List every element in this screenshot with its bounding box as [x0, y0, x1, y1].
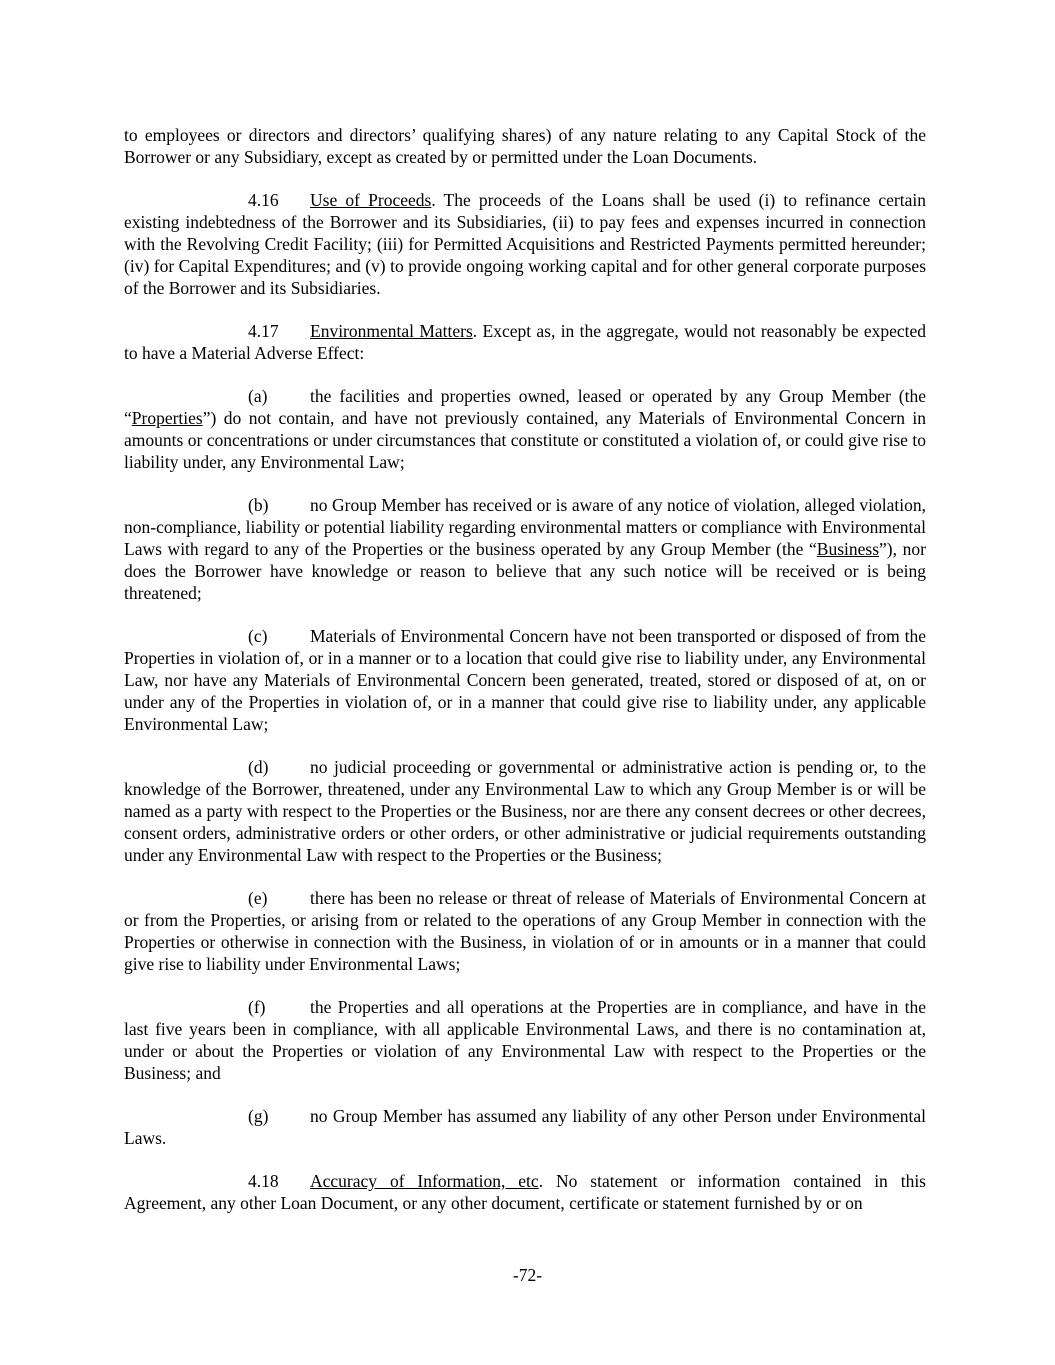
clause-a	[124, 385, 926, 473]
page-number: -72-	[512, 1265, 543, 1285]
section-heading: Use of Proceeds	[310, 190, 432, 210]
section-text: . No statement or information contained in this Agreement, any other Loan Document, or any other document, certificate or statement furnished by or on	[124, 1171, 926, 1213]
section-4-16	[124, 189, 926, 299]
clause-label: (b)	[248, 495, 269, 515]
clause-f	[124, 996, 926, 1084]
clause-label: (a)	[248, 386, 268, 406]
clause-b	[124, 494, 926, 604]
clause-label: (f)	[248, 997, 266, 1017]
clause-text: Materials of Environmental Concern have not been transported or disposed of from the Properties in violation of, or in a manner or to a location that could give rise to liability under, any Environmental Law, nor have any Materials of Environmental Concern been generated, treated, stored or disposed of at, on or under any of the Properties in violation of, or in a manner that could give rise to liability under, any applicable Environmental Law;	[124, 626, 926, 734]
clause-text: no Group Member has received or is aware of any notice of violation, alleged violation, non-compliance, liability or potential liability regarding environmental matters or compliance with Environmental Laws with regard to any of the Properties or the business operated by any Group Member (the “	[124, 495, 926, 559]
clause-g	[124, 1105, 926, 1149]
clause-text: the Properties and all operations at the Properties are in compliance, and have in the last five years been in compliance, with all applicable Environmental Laws, and there is no contamination at, under or about the Properties or violation of any Environmental Law with respect to the Properties or the Business; and	[124, 997, 926, 1083]
section-heading: Accuracy of Information, etc	[310, 1171, 539, 1191]
section-number: 4.17	[248, 321, 279, 341]
section-text: . The proceeds of the Loans shall be used (i) to refinance certain existing indebtedness of the Borrower and its Subsidiaries, (ii) to pay fees and expenses incurred in connection with the Revolving Credit Facility; (iii) for Permitted Acquisitions and Restricted Payments permitted hereunder; (iv) for Capital Expenditures; and (v) to provide ongoing working capital and for other general corporate purposes of the Borrower and its Subsidiaries.	[124, 190, 926, 298]
section-4-17	[124, 320, 926, 364]
clause-text: no judicial proceeding or governmental or administrative action is pending or, to the knowledge of the Borrower, threatened, under any Environmental Law to which any Group Member is or will be named as a party with respect to the Properties or the Business, nor are there any consent decrees or other decrees, consent orders, administrative orders or other orders, or other administrative or judicial requirements outstanding under any Environmental Law with respect to the Properties or the Business;	[124, 757, 926, 865]
clause-label: (g)	[248, 1106, 269, 1126]
section-heading: Environmental Matters	[310, 321, 473, 341]
clause-label: (e)	[248, 888, 268, 908]
clause-text: no Group Member has assumed any liability of any other Person under Environmental Laws.	[124, 1106, 926, 1148]
clause-label: (c)	[248, 626, 268, 646]
clause-label: (d)	[248, 757, 269, 777]
clause-text: ”) do not contain, and have not previously contained, any Materials of Environmental Concern in amounts or concentrations or under circumstances that constitute or constituted a violation of, or could give rise to liability under, any Environmental Law;	[124, 408, 926, 472]
clause-e	[124, 887, 926, 975]
continuation-paragraph: to employees or directors and directors’ qualifying shares) of any nature relating to any Capital Stock of the Borrower or any Subsidiary, except as created by or permitted under the Loan Documents.	[124, 125, 926, 167]
section-number: 4.16	[248, 190, 279, 210]
section-text: . Except as, in the aggregate, would not reasonably be expected to have a Material Adverse Effect:	[124, 321, 926, 363]
clause-d	[124, 756, 926, 866]
section-number: 4.18	[248, 1171, 279, 1191]
clause-text: ”), nor does the Borrower have knowledge or reason to believe that any such notice will be received or is being threatened;	[124, 539, 926, 603]
defined-term: Properties	[131, 408, 203, 428]
section-4-18	[124, 1170, 926, 1214]
clause-text: there has been no release or threat of release of Materials of Environmental Concern at or from the Properties, or arising from or related to the operations of any Group Member in connection with the Properties or otherwise in connection with the Business, in violation of or in amounts or in a manner that could give rise to liability under Environmental Laws;	[124, 888, 926, 974]
clause-text: the facilities and properties owned, leased or operated by any Group Member (the “	[124, 386, 926, 428]
document-page	[124, 124, 926, 1235]
defined-term: Business	[816, 539, 880, 559]
clause-c	[124, 625, 926, 735]
